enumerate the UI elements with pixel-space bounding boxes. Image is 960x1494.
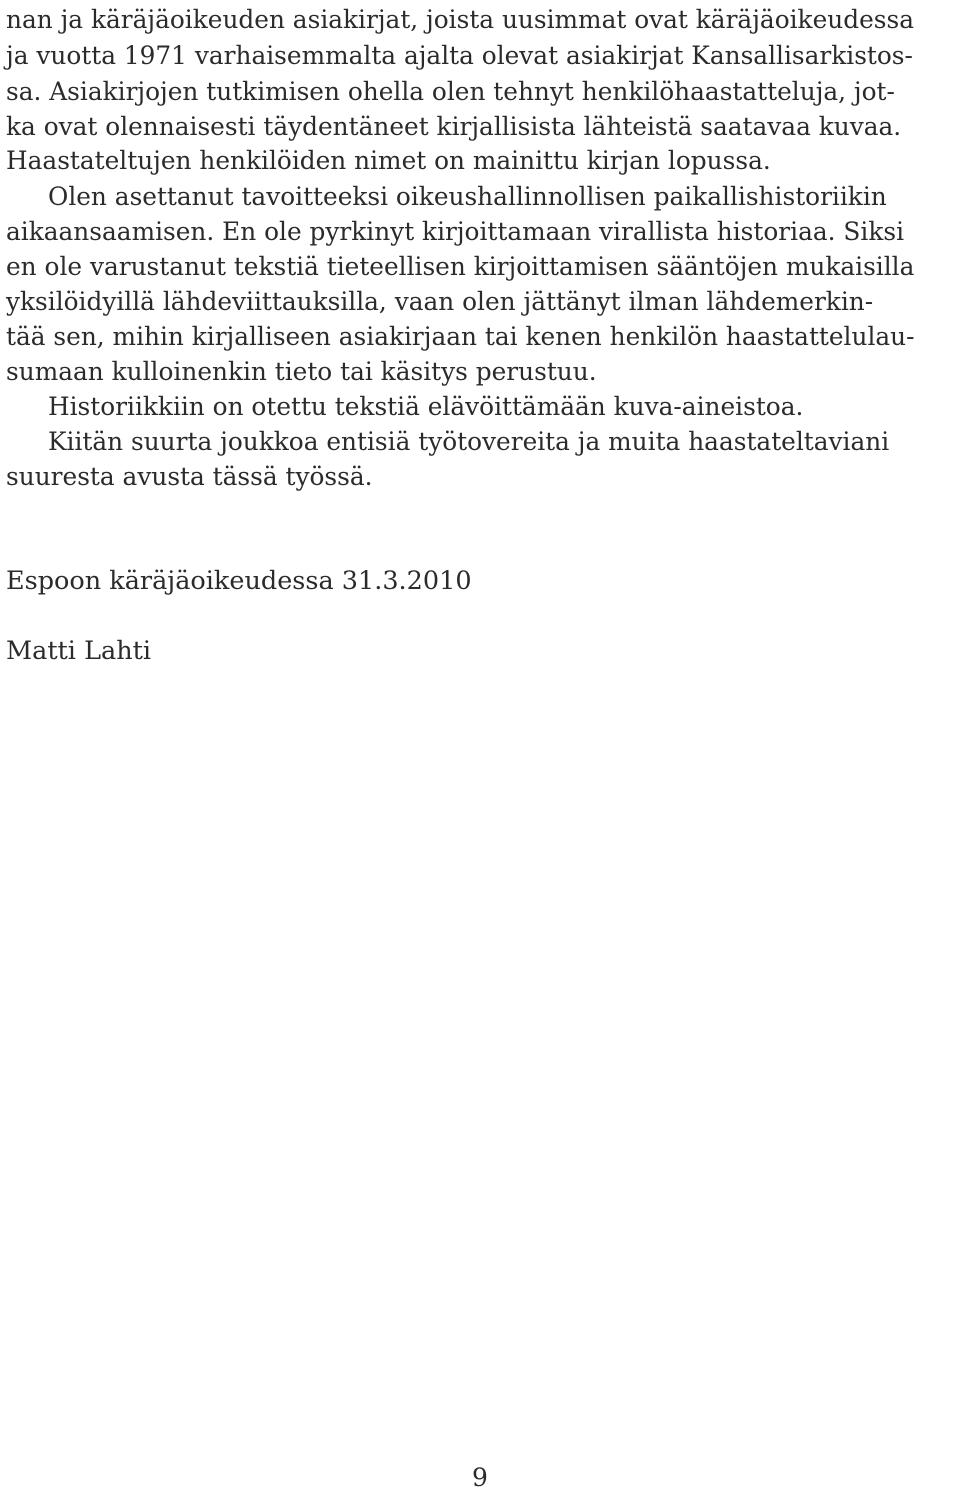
text-line: sumaan kulloinenkin tieto tai käsitys perustuu. [6, 357, 597, 386]
text-line: nan ja käräjäoikeuden asiakirjat, joista uusimmat ovat käräjäoikeudessa [6, 5, 915, 34]
place-and-date: Espoon käräjäoikeudessa 31.3.2010 [6, 566, 472, 596]
text-line: ja vuotta 1971 varhaisemmalta ajalta olevat asiakirjat Kansallisarkistos- [6, 41, 913, 70]
text-line: suuresta avusta tässä työssä. [6, 462, 373, 491]
paragraph-start-line: Historiikkiin on otettu tekstiä elävöittämään kuva-aineistoa. [48, 392, 804, 421]
author-name: Matti Lahti [6, 636, 152, 666]
text-line: yksilöidyillä lähdeviittauksilla, vaan olen jättänyt ilman lähdemerkin- [6, 287, 874, 316]
paragraph-start-line: Olen asettanut tavoitteeksi oikeushallinnollisen paikallishistoriikin [48, 182, 887, 211]
paragraph-start-line: Kiitän suurta joukkoa entisiä työtovereita ja muita haastateltaviani [48, 427, 890, 456]
text-line: ka ovat olennaisesti täydentäneet kirjallisista lähteistä saatavaa kuvaa. [6, 112, 902, 141]
text-line: Haastateltujen henkilöiden nimet on mainittu kirjan lopussa. [6, 146, 771, 175]
text-line: aikaansaamisen. En ole pyrkinyt kirjoittamaan virallista historiaa. Siksi [6, 217, 905, 246]
text-line: en ole varustanut tekstiä tieteellisen kirjoittamisen sääntöjen mukaisilla [6, 252, 915, 281]
text-line: tää sen, mihin kirjalliseen asiakirjaan tai kenen henkilön haastattelulau- [6, 322, 915, 351]
page-number: 9 [472, 1463, 488, 1492]
text-line: sa. Asiakirjojen tutkimisen ohella olen tehnyt henkilöhaastatteluja, jot- [6, 77, 895, 106]
